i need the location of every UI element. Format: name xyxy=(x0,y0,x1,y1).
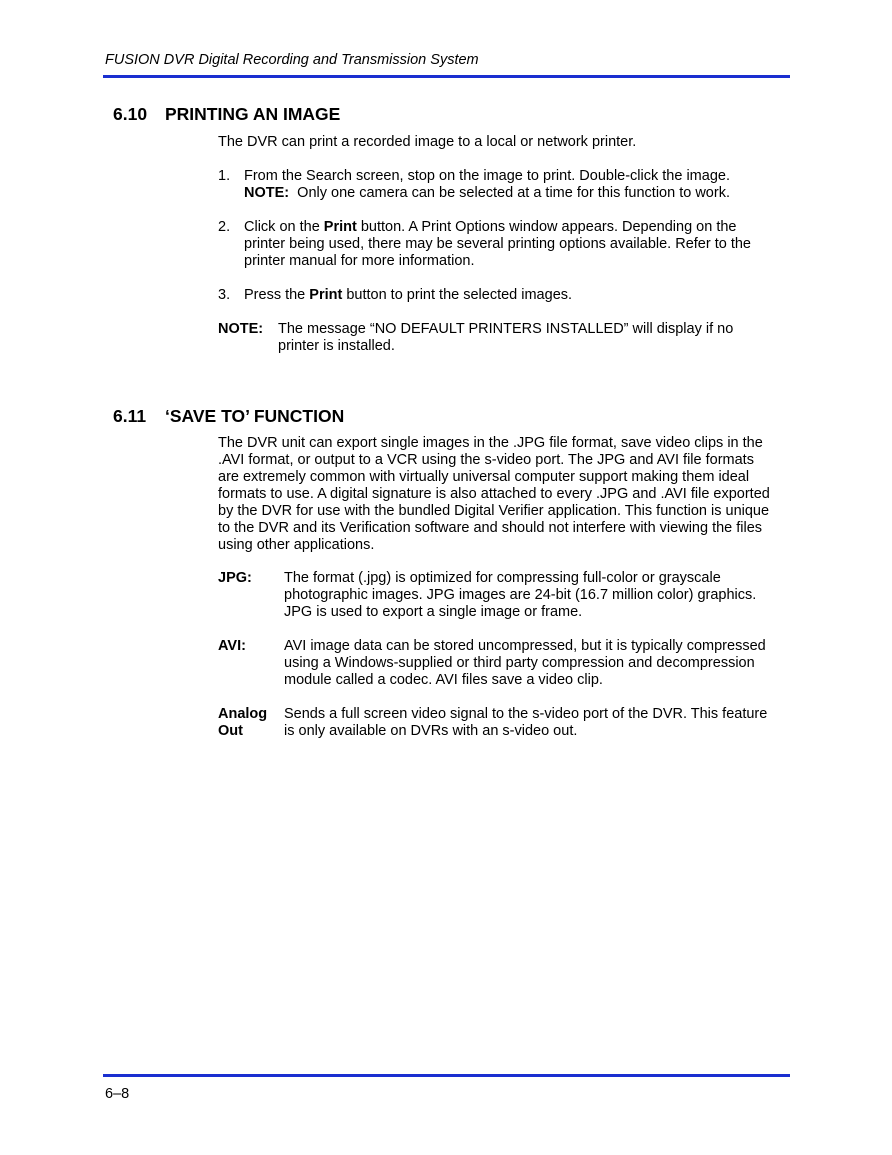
definition-avi xyxy=(218,638,778,689)
step-2 xyxy=(218,219,778,270)
step-text-pre: Press the xyxy=(244,287,310,303)
section-title: PRINTING AN IMAGE xyxy=(165,104,341,124)
term-line-1: Analog xyxy=(218,706,268,722)
definition-term: JPG: xyxy=(218,570,252,586)
document-header-title: FUSION DVR Digital Recording and Transmission System xyxy=(105,52,479,68)
print-keyword: Print xyxy=(323,219,357,235)
step-number: 1. xyxy=(218,168,231,184)
step-text-post: button. A Print Options window appears. Depending on the printer being used, there may be several printing options available. Refer to the printer manual for more information. xyxy=(244,219,751,269)
header-rule xyxy=(103,75,790,78)
definition-description: AVI image data can be stored uncompressed, but it is typically compressed using a Windows-supplied or third party compression and decompression module called a codec. AVI files save a video clip. xyxy=(284,638,766,688)
section-6-10-heading xyxy=(113,104,340,125)
step-text-post: button to print the selected images. xyxy=(342,287,573,303)
note-label: NOTE: xyxy=(218,321,264,337)
step-1 xyxy=(218,168,778,202)
definition-description: The format (.jpg) is optimized for compressing full-color or grayscale photographic images. JPG images are 24-bit (16.7 million color) graphics. JPG is used to export a single image or frame. xyxy=(284,570,757,620)
definition-jpg xyxy=(218,570,778,621)
note-text: Only one camera can be selected at a time for this function to work. xyxy=(297,185,730,201)
note-text: The message “NO DEFAULT PRINTERS INSTALLED” will display if no printer is installed. xyxy=(278,321,734,354)
definition-term: AVI: xyxy=(218,638,246,654)
definition-term xyxy=(218,706,280,740)
step-number: 3. xyxy=(218,287,231,303)
definition-description: Sends a full screen video signal to the s-video port of the DVR. This feature is only available on DVRs with an s-video out. xyxy=(284,706,768,739)
step-number: 2. xyxy=(218,219,231,235)
note-label: NOTE: xyxy=(244,185,290,201)
term-line-2: Out xyxy=(218,723,243,739)
print-keyword: Print xyxy=(309,287,343,303)
step-3 xyxy=(218,287,778,304)
section-number: 6.10 xyxy=(113,104,148,124)
printer-note xyxy=(218,321,778,355)
section-title: ‘SAVE TO’ FUNCTION xyxy=(165,406,345,426)
step-text: From the Search screen, stop on the image to print. Double-click the image. xyxy=(244,168,730,184)
section-6-10-intro: The DVR can print a recorded image to a local or network printer. xyxy=(218,134,637,150)
footer-rule xyxy=(103,1074,790,1077)
section-6-11-intro: The DVR unit can export single images in the .JPG file format, save video clips in the .AVI format, or output to a VCR using the s-video port. The JPG and AVI file formats are extremely common with virtually universal computer support making them ideal formats to use. A digital signature is also attached to every .JPG and .AVI file exported by the DVR for use with the bundled Digital Verifier application. This function is unique to the DVR and its Verification software and should not interfere with viewing the files using other applications. xyxy=(218,435,770,553)
section-number: 6.11 xyxy=(113,406,147,426)
step-text-pre: Click on the xyxy=(244,219,324,235)
section-6-11-heading xyxy=(113,406,344,427)
page-number: 6–8 xyxy=(105,1086,130,1102)
definition-analog-out xyxy=(218,706,778,740)
